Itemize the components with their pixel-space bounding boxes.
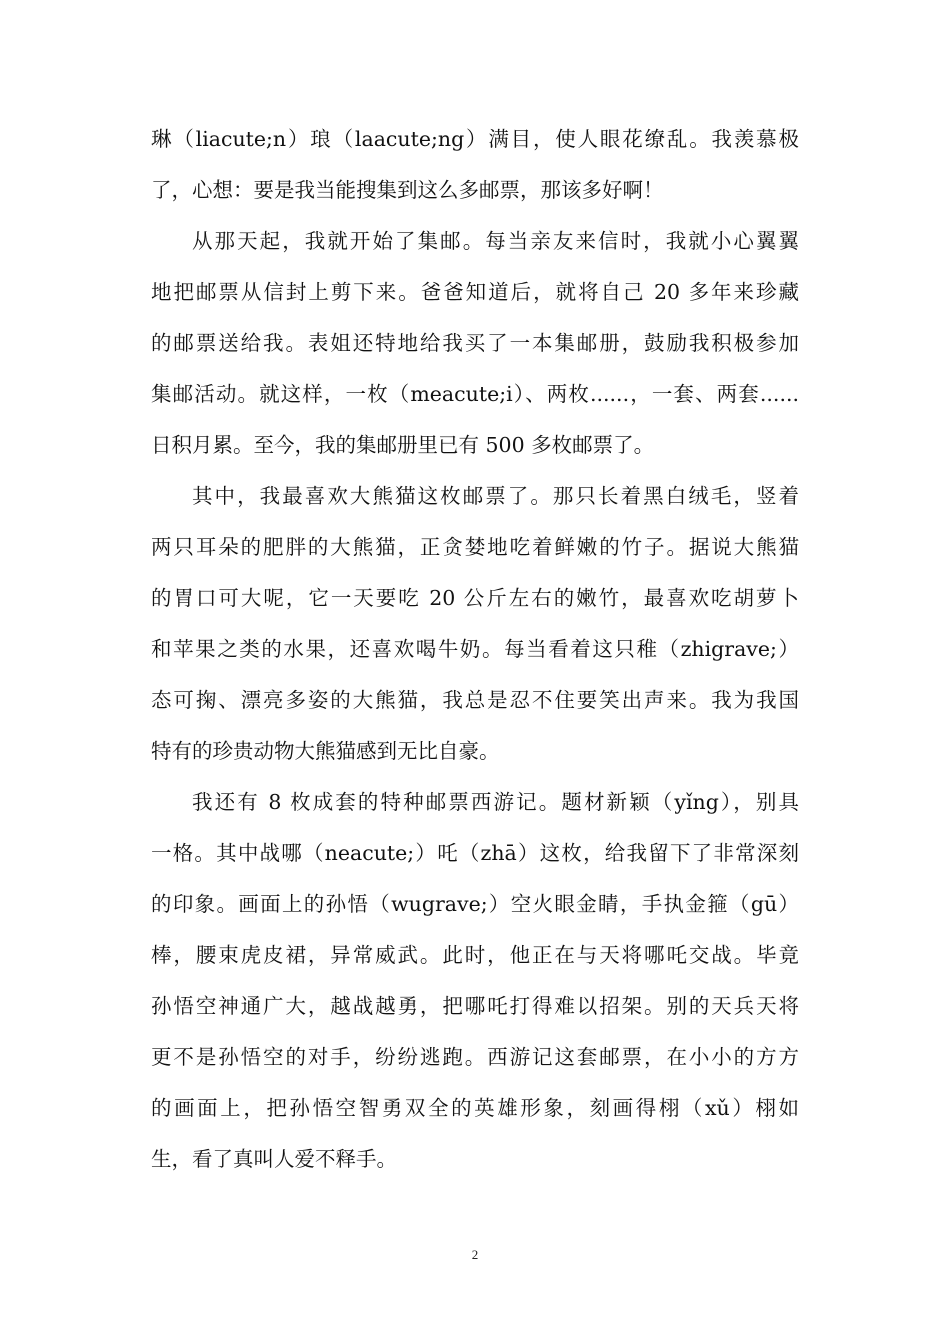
body-text bbox=[151, 114, 799, 1185]
text-line: 的画面上，把孙悟空智勇双全的英雄形象，刻画得栩（xǔ）栩如 bbox=[151, 1096, 799, 1120]
text-line: 的胃口可大呢，它一天要吃 20 公斤左右的嫩竹，最喜欢吃胡萝卜 bbox=[151, 586, 799, 610]
text-line: 集邮活动。就这样，一枚（meacute;i）、两枚......，一套、两套...... bbox=[151, 382, 799, 406]
text-line: 的邮票送给我。表姐还特地给我买了一本集邮册，鼓励我积极参加 bbox=[151, 331, 799, 355]
paragraph-first-line: 从那天起，我就开始了集邮。每当亲友来信时，我就小心翼翼 bbox=[192, 229, 799, 253]
paragraph-first-line: 我还有 8 枚成套的特种邮票西游记。题材新颖（yǐng），别具 bbox=[192, 790, 799, 814]
text-line: 态可掬、漂亮多姿的大熊猫，我总是忍不住要笑出声来。我为我国 bbox=[151, 688, 799, 712]
text-line: 特有的珍贵动物大熊猫感到无比自豪。 bbox=[151, 739, 500, 763]
text-line: 琳（liacute;n）琅（laacute;ng）满目，使人眼花缭乱。我羡慕极 bbox=[151, 127, 799, 151]
text-line: 和苹果之类的水果，还喜欢喝牛奶。每当看着这只稚（zhigrave;） bbox=[151, 637, 799, 661]
text-line: 两只耳朵的肥胖的大熊猫，正贪婪地吃着鲜嫩的竹子。据说大熊猫 bbox=[151, 535, 799, 559]
text-line: 的印象。画面上的孙悟（wugrave;）空火眼金睛，手执金箍（gū） bbox=[151, 892, 799, 916]
text-line: 生，看了真叫人爱不释手。 bbox=[151, 1147, 397, 1171]
text-line: 地把邮票从信封上剪下来。爸爸知道后，就将自己 20 多年来珍藏 bbox=[151, 280, 799, 304]
text-line: 棒，腰束虎皮裙，异常威武。此时，他正在与天将哪吒交战。毕竟 bbox=[151, 943, 799, 967]
text-line: 更不是孙悟空的对手，纷纷逃跑。西游记这套邮票，在小小的方方 bbox=[151, 1045, 799, 1069]
text-line: 孙悟空神通广大，越战越勇，把哪吒打得难以招架。别的天兵天将 bbox=[151, 994, 799, 1018]
text-line: 一格。其中战哪（neacute;）吒（zhā）这枚，给我留下了非常深刻 bbox=[151, 841, 799, 865]
text-line: 了，心想：要是我当能搜集到这么多邮票，那该多好啊！ bbox=[151, 178, 664, 202]
text-line: 日积月累。至今，我的集邮册里已有 500 多枚邮票了。 bbox=[151, 433, 655, 457]
page-number: 2 bbox=[471, 1247, 479, 1262]
paragraph-first-line: 其中，我最喜欢大熊猫这枚邮票了。那只长着黑白绒毛，竖着 bbox=[192, 484, 799, 508]
